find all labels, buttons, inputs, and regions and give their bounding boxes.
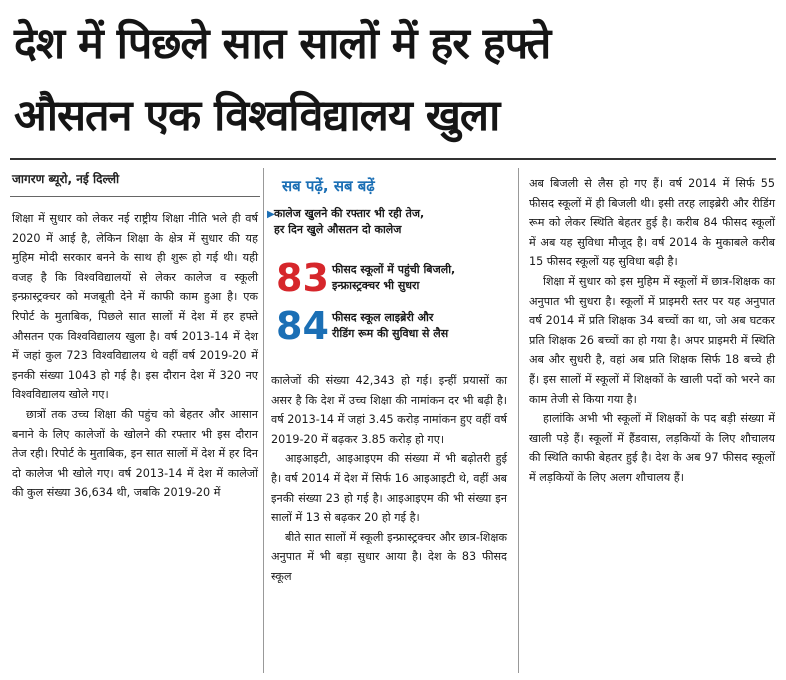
paragraph: शिक्षा में सुधार को इस मुहिम में स्कूलों में छात्र-शिक्षक का अनुपात भी सुधरा है। स्कूलों में प्राइमरी स्तर पर यह अनुपात वर्ष 2014 में प्रति शिक्षक 34 बच्चों का था, जो अब घटकर प्रति शिक्षक 26 बच्चों का हो गया है। अपर प्राइमरी में स्थिति अब और सुधरी है, वहां अब प्रति शिक्षक सिर्फ 18 बच्चे ही हैं। इस सालों में स्कूलों में शिक्षकों के खाली पदों को भरने का काम तेजी से किया गया है। [529,274,775,406]
highlights-subtitle [274,206,424,238]
headline-line-1: देश में पिछले सात सालों में हर हफ्ते [14,19,551,69]
stat-text-line-2: इन्फ्रास्ट्रक्चर भी सुधरा [332,279,420,292]
stat-text-line-1: फीसद स्कूलों में पहुंची बिजली, [332,263,456,276]
paragraph: छात्रों तक उच्च शिक्षा की पहुंच को बेहतर और आसान बनाने के लिए कालेजों के खोलने की रफ्तार भी इस दौरान तेज रही। रिपोर्ट के मुताबिक, इन सात सालों में देश में हर दिन दो कालेज भी खोले गए। वर्ष 2013-14 में देश में कालेजों की कुल संख्या 36,634 थी, जबकि 2019-20 में [12,407,258,500]
stat-text-line-2: रीडिंग रूम की सुविधा से लैस [332,327,449,340]
headline-rule [10,158,776,160]
paragraph: बीते सात सालों में स्कूली इन्फ्रास्ट्रक्चर और छात्र-शिक्षक अनुपात में भी बड़ा सुधार आया है। देश के 83 फीसद स्कूल [271,530,507,583]
headline [14,8,774,152]
headline-line-2: औसतन एक विश्वविद्यालय खुला [14,91,500,141]
article-column-3 [529,174,775,488]
article-column-1 [12,209,258,503]
column-divider-1 [263,168,264,673]
paragraph: अब बिजली से लैस हो गए हैं। वर्ष 2014 में सिर्फ 55 फीसद स्कूलों में ही बिजली थी। इसी तरह लाइब्रेरी और रीडिंग रूम को लेकर स्थिति बेहतर हुई है। करीब 84 फीसद स्कूलों में अब यह सुविधा मौजूद है। वर्ष 2014 के मुकाबले करीब 15 फीसद स्कूलों यह सुविधा बढ़ी है। [529,177,775,269]
highlights-box [267,176,510,361]
paragraph: शिक्षा में सुधार को लेकर नई राष्ट्रीय शिक्षा नीति भले ही वर्ष 2020 में आई है, लेकिन शिक्षा के क्षेत्र में सुधार की यह मुहिम मोदी सरकार बनने के साथ ही शुरू हो गई थी। यही वजह है कि विश्वविद्यालयों से लेकर कालेज व स्कूली इन्फ्रास्ट्रक्चर को मजबूती देने में काफी काम हुआ है। एक रिपोर्ट के मुताबिक, पिछले सात सालों में देश में हर हफ्ते औसतन एक विश्वविद्यालय खुला है। वर्ष 2013-14 में देश में जहां कुल 723 विश्वविद्यालय थे वहीं वर्ष 2019-20 में इनकी संख्या 1043 हो गई है। इस दौरान देश में 320 नए विश्वविद्यालय खोले गए। [12,212,258,402]
stat-number: 84 [276,304,329,348]
article-column-2 [271,371,507,587]
paragraph: हालांकि अभी भी स्कूलों में शिक्षकों के पद बड़ी संख्या में खाली पड़े हैं। स्कूलों में हैंडवास, लड़कियों के लिए शौचालय की स्थिति काफी बेहतर हुई है। देश के अब 97 फीसद स्कूलों में लड़कियों के लिए अलग शौचालय हैं। [529,412,775,484]
stat-number: 83 [276,256,329,300]
stat-text [332,310,448,342]
arrow-icon: ▶ [267,209,275,220]
byline: जागरण ब्यूरो, नई दिल्ली [12,172,120,186]
stat-text-line-1: फीसद स्कूल लाइब्रेरी और [332,311,434,324]
byline-rule [10,196,260,197]
stat-electricity [270,256,510,300]
paragraph: आइआइटी, आइआइएम की संख्या में भी बढ़ोतरी हुई है। वर्ष 2014 में देश में सिर्फ 16 आइआइटी थे, वहीं अब इनकी संख्या 23 हो गई है। आइआइएम की भी संख्या इन सालों में 13 से बढ़कर 20 हो गई है। [271,452,507,525]
paragraph: कालेजों की संख्या 42,343 हो गई। इन्हीं प्रयासों का असर है कि देश में उच्च शिक्षा की नामांकन दर भी बढ़ी है। वर्ष 2013-14 में जहां 3.45 करोड़ नामांकन हुए वहीं वर्ष 2019-20 में बढ़कर 3.85 करोड़ हो गए। [271,374,507,446]
column-divider-2 [518,168,519,673]
highlights-subtitle-line-1: कालेज खुलने की रफ्तार भी रही तेज, [274,207,425,220]
stat-text [332,262,455,294]
stat-library [270,304,510,348]
highlights-subtitle-line-2: हर दिन खुले औसतन दो कालेज [274,223,402,236]
highlights-title: सब पढ़ें, सब बढ़ें [282,177,375,195]
